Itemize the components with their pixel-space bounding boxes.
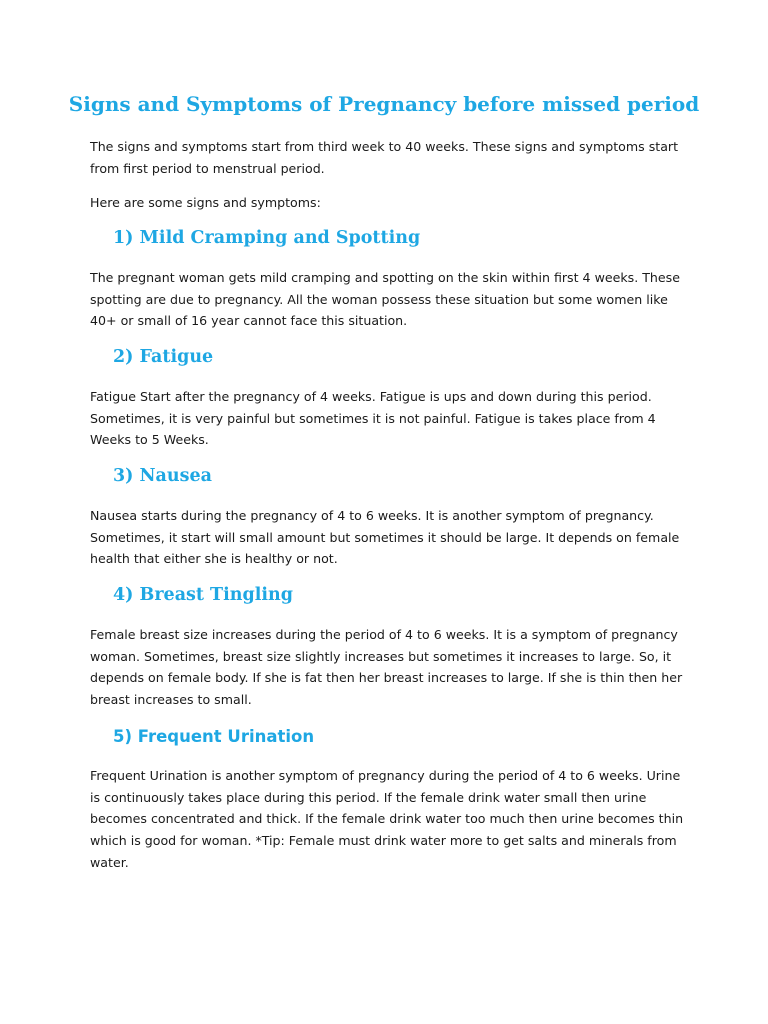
section-heading-cramping: 1) Mild Cramping and Spotting [113, 228, 421, 248]
section-body-frequent-urination: Frequent Urination is another symptom of pregnancy during the period of 4 to 6 weeks. Urine is continuously takes place during this period. If the female drink water small then urine becomes concentrated and thick. If the female drink water too much then urine becomes thin which is good for woman. *Tip: Female must drink water more to get salts and minerals from water. [90, 768, 684, 870]
section-body-nausea: Nausea starts during the pregnancy of 4 to 6 weeks. It is another symptom of pregnancy. Sometimes, it start will small amount but sometimes it should be large. It depends on female health that either she is healthy or not. [90, 508, 680, 567]
section-body-cramping: The pregnant woman gets mild cramping and spotting on the skin within first 4 weeks. These spotting are due to pregnancy. All the woman possess these situation but some women like 40+ or small of 16 year cannot face this situation. [90, 270, 680, 329]
document-title: Signs and Symptoms of Pregnancy before missed period [68, 92, 700, 116]
section-heading-nausea: 3) Nausea [113, 466, 212, 486]
section-heading-breast-tingling: 4) Breast Tingling [113, 585, 293, 605]
intro-paragraph: The signs and symptoms start from third week to 40 weeks. These signs and symptoms start from first period to menstrual period. [90, 139, 679, 176]
section-heading-fatigue: 2) Fatigue [113, 347, 214, 367]
section-body-fatigue: Fatigue Start after the pregnancy of 4 weeks. Fatigue is ups and down during this period. Sometimes, it is very painful but sometimes it is not painful. Fatigue is takes place from 4 Weeks to 5 Weeks. [90, 389, 656, 448]
section-heading-frequent-urination: 5) Frequent Urination [113, 727, 315, 746]
intro-lead-in: Here are some signs and symptoms: [90, 195, 321, 210]
section-body-breast-tingling: Female breast size increases during the period of 4 to 6 weeks. It is a symptom of pregnancy woman. Sometimes, breast size slightly increases but sometimes it increases to large. So, it depends on female body. If she is fat then her breast increases to large. If she is thin then her breast increases to small. [90, 627, 683, 708]
